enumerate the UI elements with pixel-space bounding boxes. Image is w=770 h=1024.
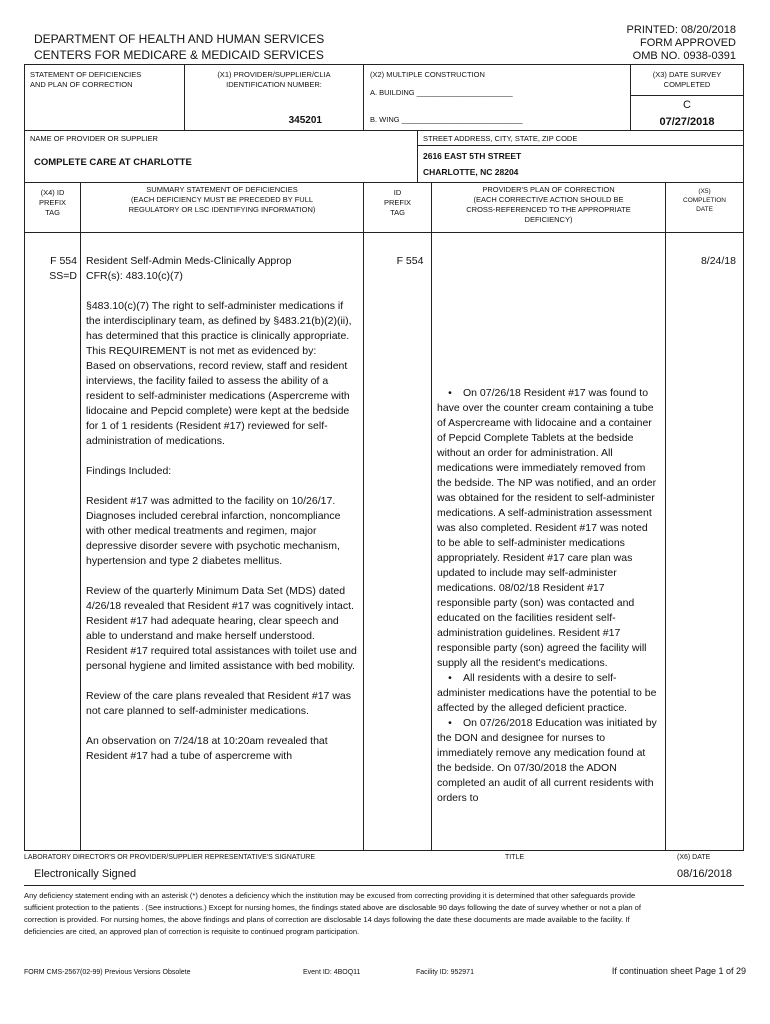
plan-header-1: PROVIDER'S PLAN OF CORRECTION	[482, 185, 615, 194]
provider-name: COMPLETE CARE AT CHARLOTTE	[34, 157, 192, 168]
signature-label: LABORATORY DIRECTOR'S OR PROVIDER/SUPPLIER REPRESENTATIVE'S SIGNATURE	[24, 854, 316, 861]
id-header-1: ID	[393, 188, 402, 197]
rule-below-signature	[24, 885, 744, 886]
signature-date: 08/16/2018	[677, 868, 733, 880]
date-label: (X6) DATE	[677, 854, 711, 861]
summary-paragraph: §483.10(c)(7) The right to self-administer medications if the interdisciplinary team, as defined by §483.21(b)(2)(ii), has determined that this practice is clinically appropriate. This REQUIREMENT is not met as evidenced by: Based on observations, record review, staff and resident interviews, the facility failed to assess the ability of a resident to self-administer medications (Aspercreme with lidocaine and Pepcid complete) were kept at the bedside for 1 of 1 residents (Resident #17) reviewed for self-administration of medications.	[86, 300, 352, 447]
plan-bullet	[437, 671, 657, 716]
plan-bullet-text: On 07/26/18 Resident #17 was found to have over the counter cream containing a tube of Aspercreame with lidocaine and a container of Pepcid Complete Tablets at the bedside without an order for administration. All medications were immediately removed from the bedside. The NP was notified, and an order was obtained for the resident to self-administer medications. A self-administration assessment was also completed. Resident #17 was noted to be able to self-administer medications appropriately. Resident #17 care plan was updated to include may self-administer medications. 08/02/18 Resident #17 responsible party (son) was contacted and educated on the facilities resident self-administration guidelines. Resident #17 responsible party (son) agreed the facility will supply all the resident's medications.	[437, 387, 657, 669]
summary-header-2: (EACH DEFICIENCY MUST BE PRECEDED BY FULL	[130, 195, 314, 204]
plan-bullet-text: All residents with a desire to self-administer medications have the potential to be affected by the alleged deficient practice.	[437, 672, 657, 714]
x5-header-1: (X5)	[698, 188, 711, 195]
bullet-icon: •	[448, 717, 452, 729]
address-label: STREET ADDRESS, CITY, STATE, ZIP CODE	[423, 134, 578, 143]
summary-paragraph: Review of the quarterly Minimum Data Set (MDS) dated 4/26/18 revealed that Resident #17 was cognitively intact. Resident #17 had adequate hearing, clear speech and able to understand and make herself understood. Resident #17 required total assistances with toilet use and personal hygiene and limited assistance with bed mobility.	[86, 585, 357, 672]
page-number: If continuation sheet Page 1 of 29	[611, 966, 746, 976]
event-id: Event ID: 4BOQ11	[303, 969, 361, 976]
wing-label: B. WING _____________________________	[370, 115, 523, 124]
bullet-icon: •	[448, 672, 452, 684]
survey-type-letter: C	[683, 99, 691, 111]
disclosure-footnote: Any deficiency statement ending with an asterisk (*) denotes a deficiency which the institution may be excused from correcting providing it is determined that other safeguards provide sufficient protection to the patients . (See instructions.) Except for nursing homes, the findings stated above are disclosable 90 days following the date of survey whether or not a plan of correction is provided. For nursing homes, the above findings and plans of correction are disclosable 14 days following the date these documents are made available to the facility. If deficiencies are cited, an approved plan of correction is requisite to continued program participation.	[24, 891, 641, 936]
plan-header-2: (EACH CORRECTIVE ACTION SHOULD BE	[473, 195, 624, 204]
x1-label-2: IDENTIFICATION NUMBER:	[226, 80, 322, 89]
rule-under-provider	[24, 182, 744, 183]
summary-paragraph: Findings Included:	[86, 465, 172, 477]
summary-paragraph: Review of the care plans revealed that Resident #17 was not care planned to self-administer medications.	[86, 690, 351, 717]
id-header-3: TAG	[390, 208, 405, 217]
provider-id-number: 345201	[288, 115, 322, 126]
x3-label-2: COMPLETED	[663, 80, 711, 89]
left-tag: F 554	[50, 255, 77, 267]
scope-severity: SS=D	[49, 270, 77, 282]
summary-header-3: REGULATORY OR LSC IDENTIFYING INFORMATION)	[128, 205, 316, 214]
col-div-3	[431, 182, 432, 850]
plan-of-correction	[437, 386, 657, 806]
form-approved: FORM APPROVED	[640, 37, 736, 49]
provider-name-label: NAME OF PROVIDER OR SUPPLIER	[30, 134, 158, 143]
printed-date: PRINTED: 08/20/2018	[626, 24, 736, 36]
plan-header-3: CROSS-REFERENCED TO THE APPROPRIATE	[466, 205, 631, 214]
deficiency-cfr: CFR(s): 483.10(c)(7)	[86, 270, 183, 282]
summary-statement	[86, 254, 358, 779]
col-div-1	[80, 182, 81, 850]
x4-header-1: (X4) ID	[40, 188, 65, 197]
x2-label: (X2) MULTIPLE CONSTRUCTION	[370, 70, 485, 79]
address-inner-rule	[417, 145, 743, 146]
statement-label-1: STATEMENT OF DEFICIENCIES	[30, 70, 142, 79]
plan-header-4: DEFICIENCY)	[524, 215, 573, 224]
plan-bullet	[437, 386, 657, 671]
x1-label-1: (X1) PROVIDER/SUPPLIER/CLIA	[217, 70, 331, 79]
survey-completed-date: 07/27/2018	[659, 116, 715, 128]
x3-label-1: (X3) DATE SURVEY	[652, 70, 722, 79]
completion-date: 8/24/18	[700, 255, 736, 267]
top-rule	[24, 64, 744, 65]
rule-above-signature	[24, 850, 744, 851]
col-div-4	[665, 182, 666, 850]
x4-header-2: PREFIX	[38, 198, 67, 207]
omb-number: OMB NO. 0938-0391	[632, 50, 736, 62]
col-div-2	[363, 182, 364, 850]
summary-header-1: SUMMARY STATEMENT OF DEFICIENCIES	[146, 185, 298, 194]
address-line-1: 2616 EAST 5TH STREET	[423, 151, 522, 161]
id-header-2: PREFIX	[383, 198, 412, 207]
right-border	[743, 64, 744, 850]
right-tag: F 554	[396, 255, 424, 267]
rule-under-top-row	[24, 130, 744, 131]
rule-under-column-headers	[24, 232, 744, 233]
x4-header-3: TAG	[45, 208, 60, 217]
divider-address	[417, 130, 418, 182]
plan-bullet	[437, 716, 657, 806]
divider-x1	[184, 64, 185, 130]
plan-bullet-text: On 07/26/2018 Education was initiated by the DON and designee for nurses to immediately remove any medication found at the bedside. On 07/30/2018 the ADON completed an audit of all current residents with orders to	[437, 717, 657, 804]
department-line: DEPARTMENT OF HEALTH AND HUMAN SERVICES	[34, 32, 325, 46]
summary-paragraph: Resident #17 was admitted to the facility on 10/26/17. Diagnoses included cerebral infarction, noncompliance with other medical treatments and regimen, major depressive disorder severe with psychotic mechanism, hypertension and type 2 diabetes mellitus.	[86, 495, 341, 567]
deficiency-title: Resident Self-Admin Meds-Clinically Approp	[86, 255, 292, 267]
centers-line: CENTERS FOR MEDICARE & MEDICAID SERVICES	[34, 48, 324, 62]
facility-id: Facility ID: 952971	[416, 969, 474, 976]
statement-label-2: AND PLAN OF CORRECTION	[30, 80, 133, 89]
x5-header-3: DATE	[696, 206, 713, 213]
form-number: FORM CMS-2567(02-99) Previous Versions Obsolete	[24, 969, 191, 976]
x5-header-2: COMPLETION	[683, 197, 726, 204]
summary-paragraph: An observation on 7/24/18 at 10:20am revealed that Resident #17 had a tube of aspercreme with	[86, 735, 328, 762]
signature-value: Electronically Signed	[34, 868, 137, 880]
x3-inner-rule	[630, 95, 743, 96]
building-label: A. BUILDING _______________________	[370, 88, 513, 97]
divider-x2	[363, 64, 364, 130]
title-label: TITLE	[505, 854, 525, 861]
address-line-2: CHARLOTTE, NC 28204	[423, 167, 519, 177]
left-border	[24, 64, 25, 850]
bullet-icon: •	[448, 387, 452, 399]
